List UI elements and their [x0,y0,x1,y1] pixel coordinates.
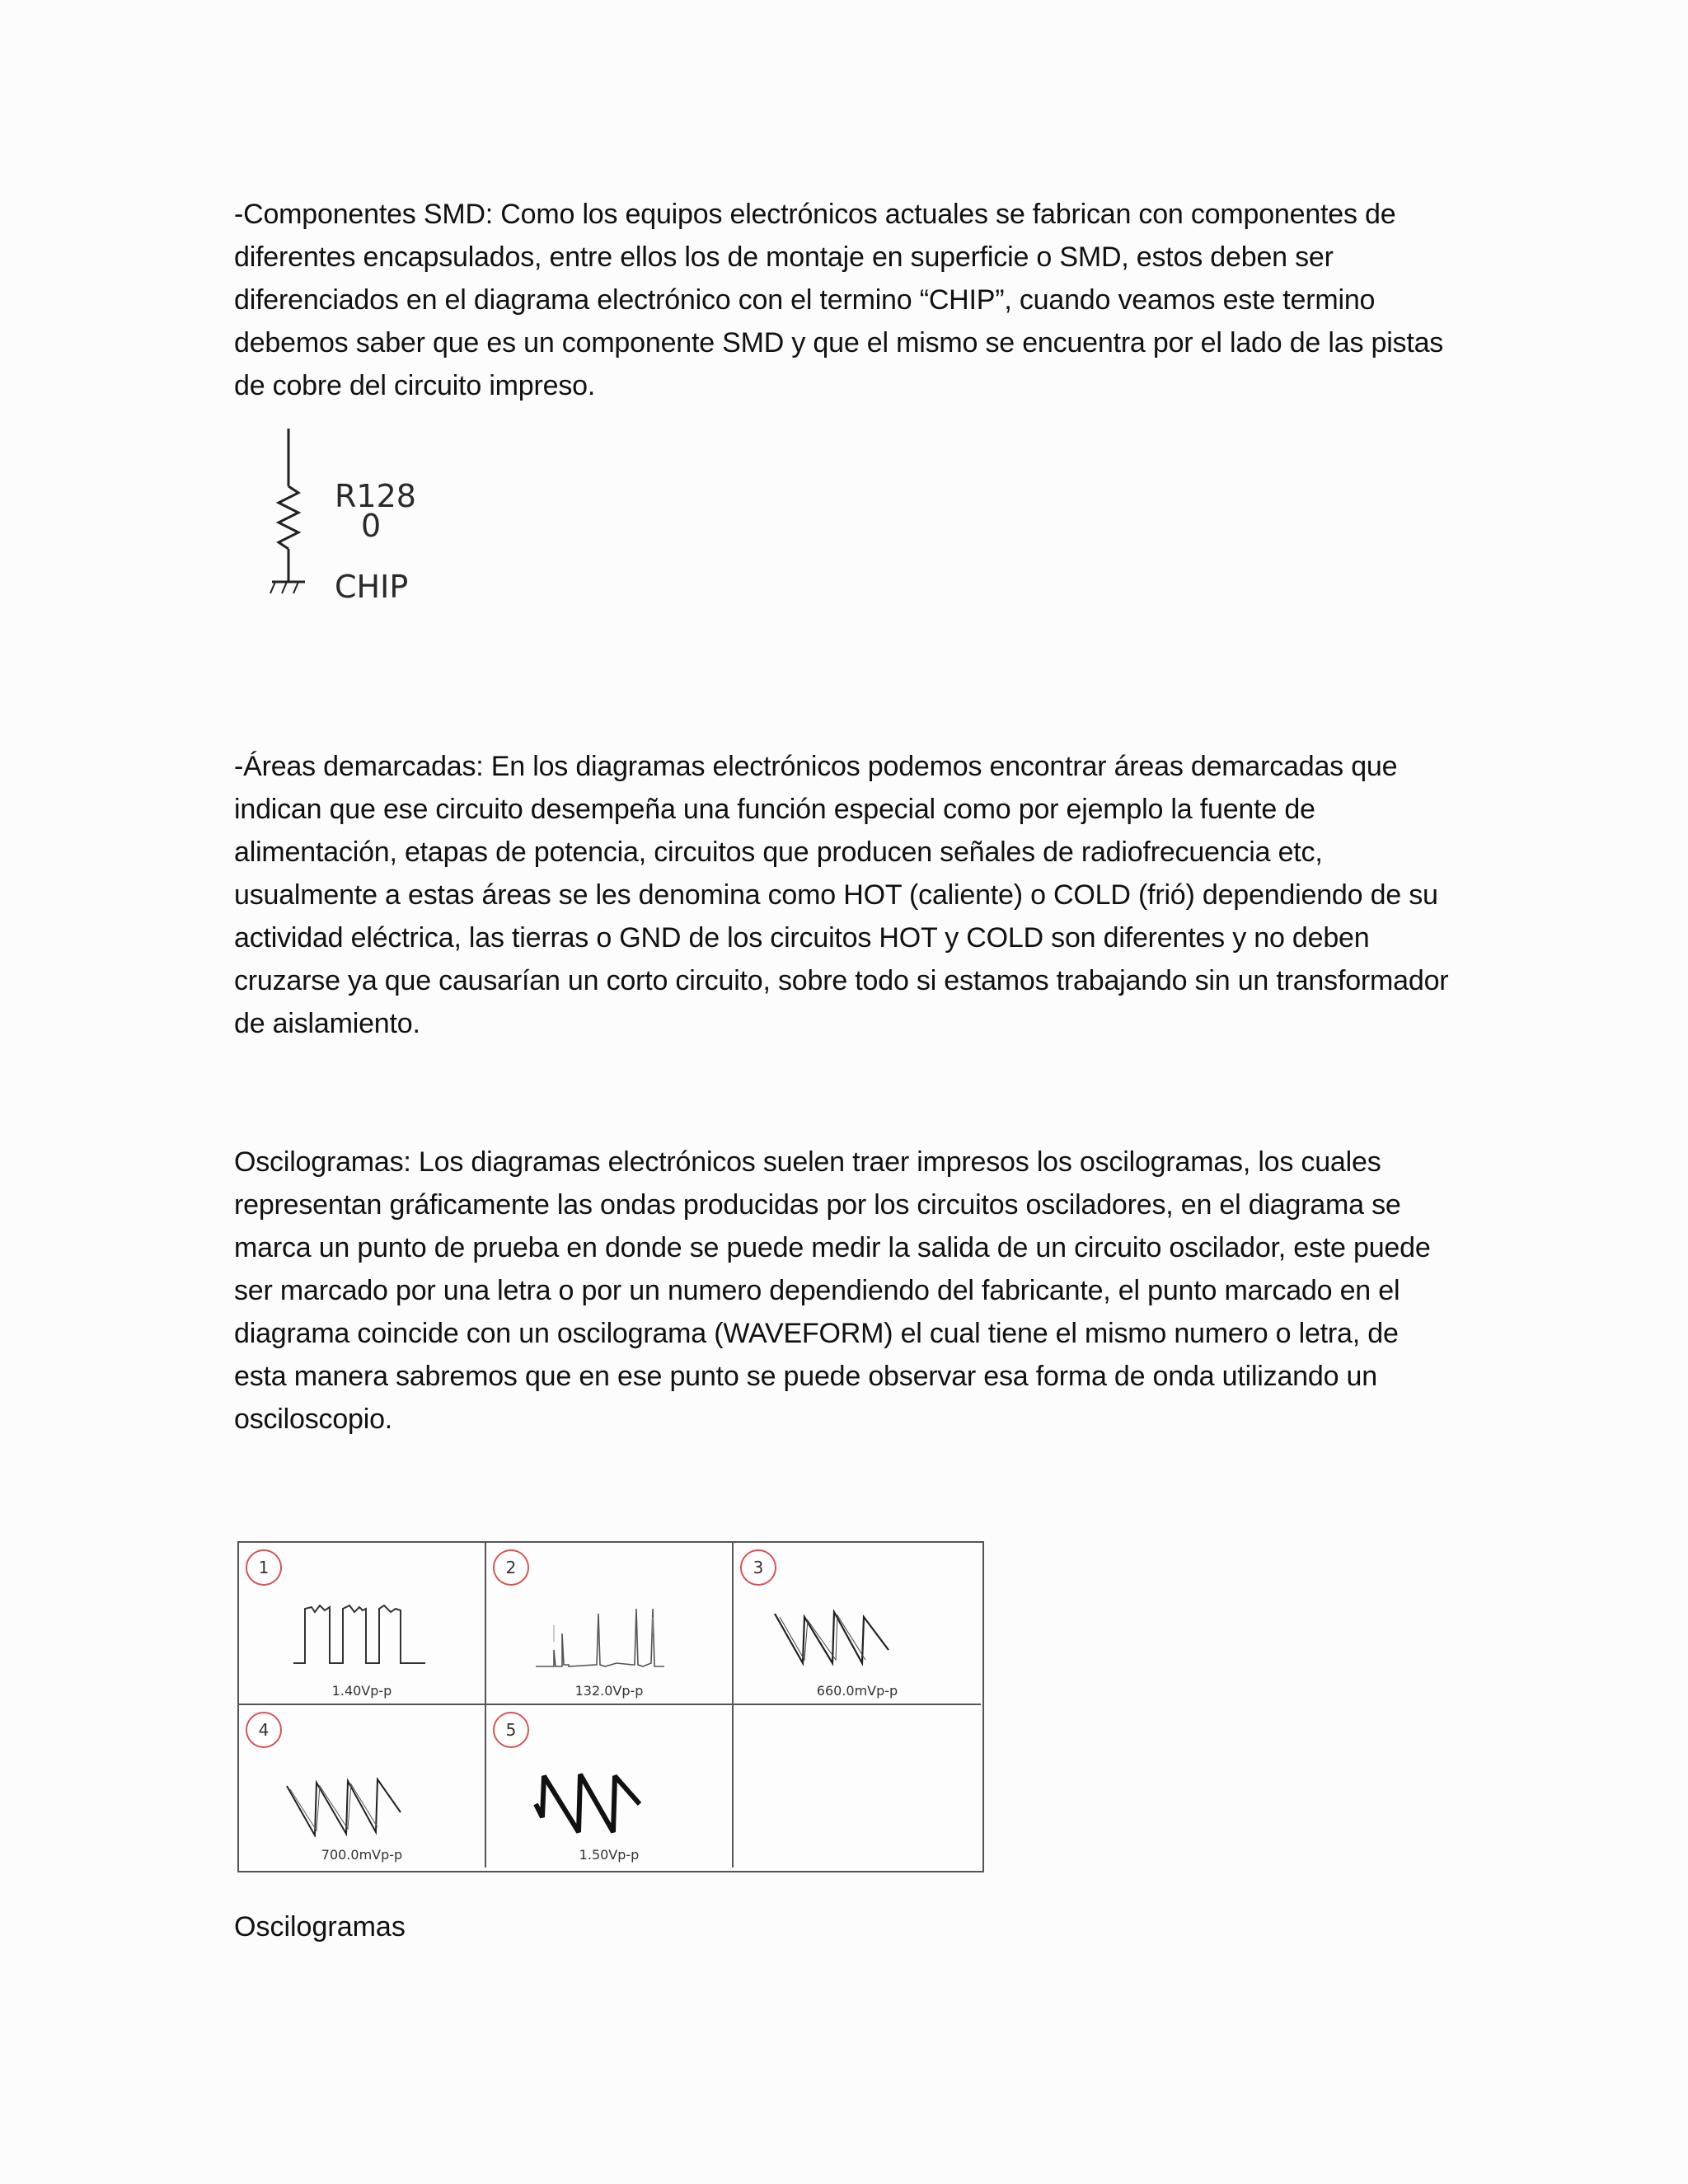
waveform-amplitude: 1.50Vp-p [579,1847,640,1863]
sawtooth-wave-icon [272,1746,453,1837]
waveform-number-badge: 3 [740,1549,776,1586]
waveform-amplitude: 132.0Vp-p [574,1683,644,1699]
waveform-cell-empty [734,1705,981,1868]
waveform-table [237,1541,984,1872]
resistor-reference: R128 [335,478,416,514]
waveform-cell-5 [486,1705,734,1868]
waveform-number-badge: 4 [246,1712,282,1748]
pulse-wave-icon [519,1584,701,1675]
paragraph-demarcated-areas: -Áreas demarcadas: En los diagramas electrónicos podemos encontrar áreas demarcadas que indican que ese circuito desempeña una función especial como por ejemplo la fuente de alimentación, etapas de potencia, circuitos que producen señales de radiofrecuencia etc, usualmente a estas áreas se les denomina como HOT (caliente) o COLD (frió) dependiendo de su actividad eléctrica, las tierras o GND de los circuitos HOT y COLD son diferentes y no deben cruzarse ya que causarían un corto circuito, sobre todo si estamos trabajando sin un transformador de aislamiento. [234,751,1449,1039]
bold-sawtooth-wave-icon [519,1746,701,1837]
waveform-number-badge: 1 [246,1549,282,1586]
chip-resistor-symbol [264,429,445,618]
resistor-ground-icon [264,429,330,618]
sawtooth-wave-icon [767,1584,948,1675]
waveform-cell-2 [486,1543,734,1705]
waveform-cell-4 [239,1705,486,1868]
resistor-type-label: CHIP [335,569,409,605]
waveform-number-badge: 5 [493,1712,529,1748]
resistor-value: 0 [361,508,382,544]
waveform-cell-1 [239,1543,486,1705]
waveform-cell-3 [734,1543,981,1705]
paragraph-oscillograms: Oscilogramas: Los diagramas electrónicos suelen traer impresos los oscilogramas, los cuales representan gráficamente las ondas producidas por los circuitos osciladores, en el diagrama se marca un punto de prueba en donde se puede medir la salida de un circuito oscilador, este puede ser marcado por una letra o por un numero dependiendo del fabricante, el punto marcado en el diagrama coincide con un oscilograma (WAVEFORM) el cual tiene el mismo numero o letra, de esta manera sabremos que en ese punto se puede observar esa forma de onda utilizando un osciloscopio. [234,1146,1431,1435]
square-wave-icon [272,1584,453,1675]
paragraph-smd-components: -Componentes SMD: Como los equipos electrónicos actuales se fabrican con componentes de diferentes encapsulados, entre ellos los de montaje en superficie o SMD, estos deben ser diferenciados en el diagrama electrónico con el termino “CHIP”, cuando veamos este termino debemos saber que es un componente SMD y que el mismo se encuentra por el lado de las pistas de cobre del circuito impreso. [234,199,1444,401]
waveform-number-badge: 2 [493,1549,529,1586]
waveform-amplitude: 660.0mVp-p [816,1683,898,1699]
waveform-amplitude: 700.0mVp-p [321,1847,403,1863]
figure-caption: Oscilogramas [234,1911,406,1943]
waveform-amplitude: 1.40Vp-p [331,1683,392,1699]
